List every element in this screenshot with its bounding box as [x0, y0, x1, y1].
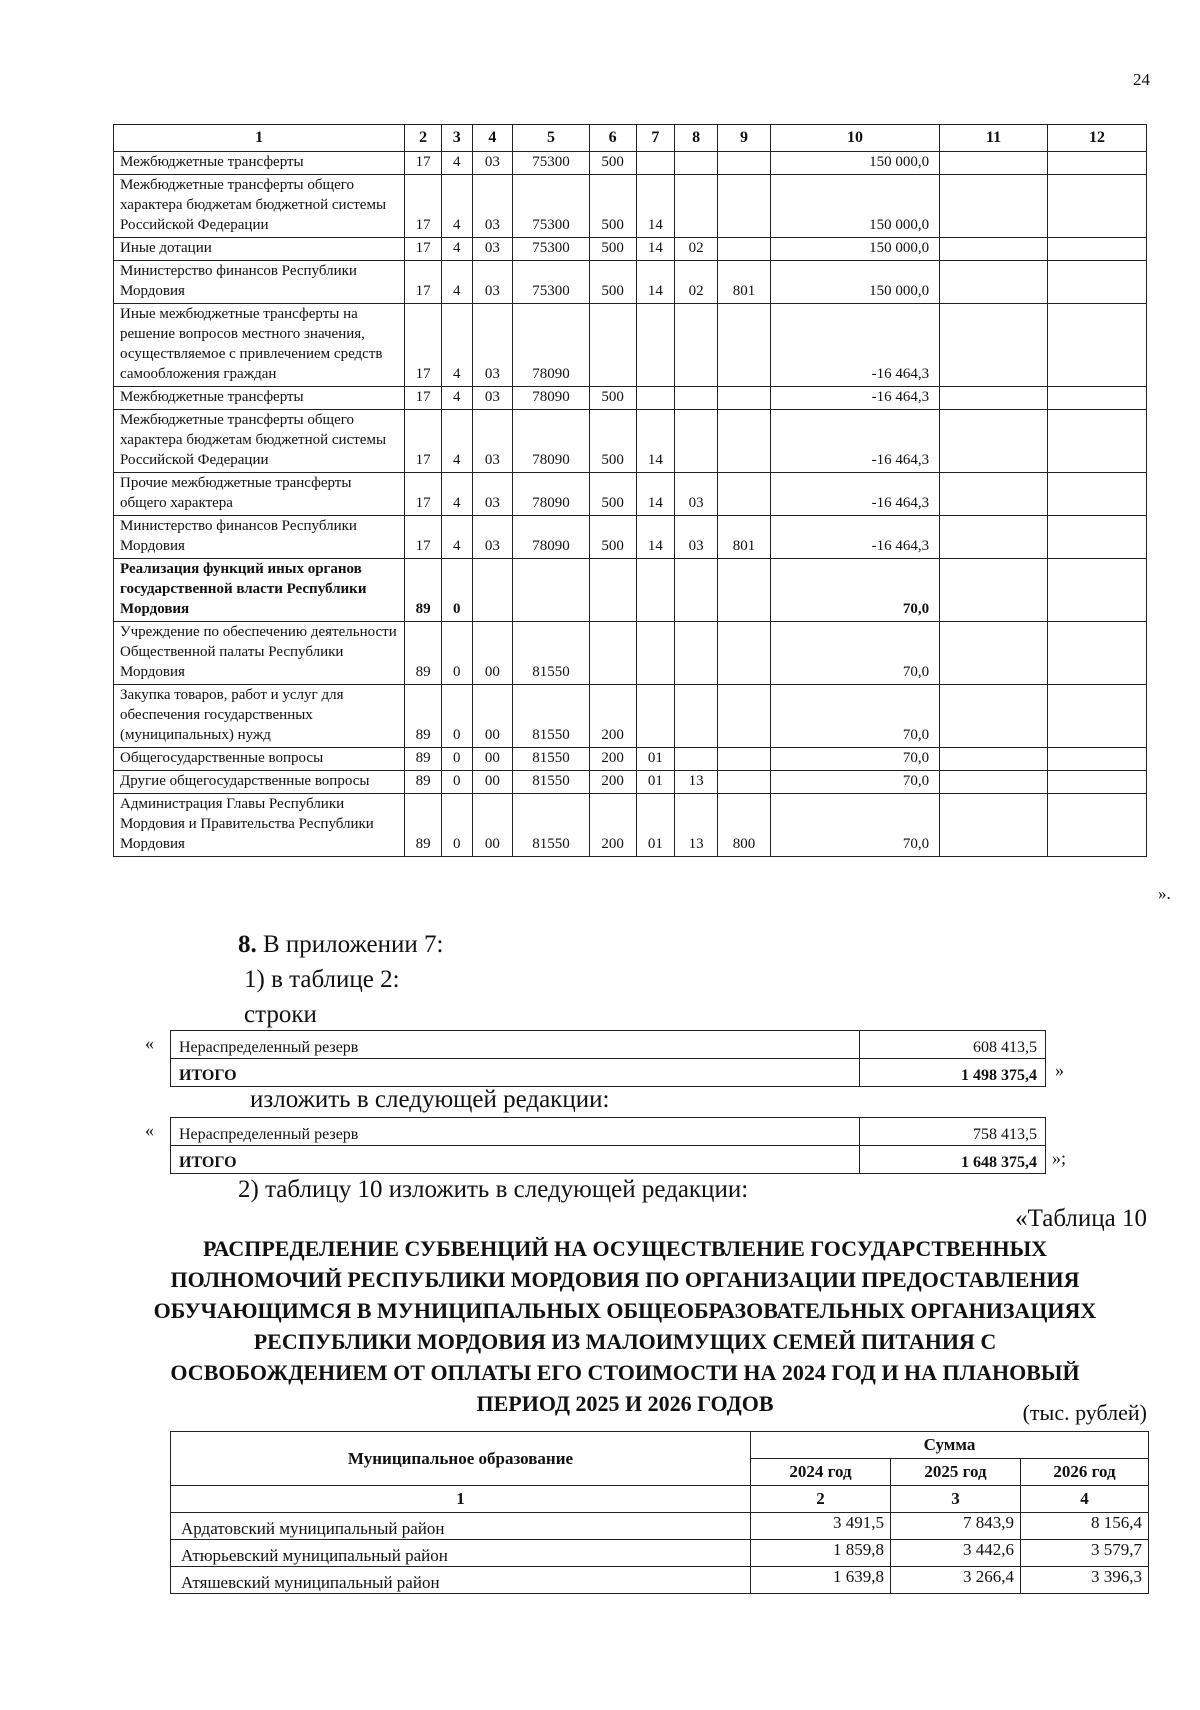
cell-c4: 00	[472, 748, 513, 771]
empty-cell	[1048, 771, 1147, 794]
cell-c2: 17	[405, 152, 442, 175]
cell-c2: 17	[405, 387, 442, 410]
cell-c6: 200	[589, 794, 636, 857]
subvention-colnum-row	[171, 1486, 1149, 1513]
cell-c10: 150 000,0	[771, 175, 940, 238]
cell-c8	[675, 410, 718, 473]
cell-c4: 03	[472, 152, 513, 175]
cell-c10: -16 464,3	[771, 410, 940, 473]
row-name: Общегосударственные вопросы	[114, 748, 405, 771]
row-name: Администрация Главы Республики Мордовия и Правительства Республики Мордовия	[114, 794, 405, 857]
cell-c9	[718, 622, 771, 685]
empty-cell	[940, 559, 1048, 622]
column-header: 2	[405, 125, 442, 152]
cell-c7	[636, 304, 675, 387]
header-year: 2025 год	[891, 1459, 1021, 1486]
column-header: 7	[636, 125, 675, 152]
cell-c3: 0	[442, 685, 473, 748]
row-label: ИТОГО	[171, 1059, 860, 1087]
cell-c2: 17	[405, 516, 442, 559]
cell-c8	[675, 622, 718, 685]
header-sum: Сумма	[751, 1432, 1149, 1459]
municipality-name: Ардатовский муниципальный район	[171, 1513, 751, 1540]
cell-c8	[675, 175, 718, 238]
cell-c3: 4	[442, 152, 473, 175]
cell-c3: 0	[442, 559, 473, 622]
cell-c4: 03	[472, 175, 513, 238]
section-8-text: В приложении 7:	[256, 931, 444, 958]
cell-c7: 14	[636, 473, 675, 516]
empty-cell	[940, 516, 1048, 559]
cell-c2: 89	[405, 748, 442, 771]
cell-c7: 14	[636, 238, 675, 261]
cell-c6: 500	[589, 473, 636, 516]
cell-c10: 150 000,0	[771, 152, 940, 175]
cell-c5: 81550	[513, 685, 589, 748]
cell-c7: 14	[636, 175, 675, 238]
header-year: 2024 год	[751, 1459, 891, 1486]
empty-cell	[1048, 238, 1147, 261]
cell-c9	[718, 771, 771, 794]
empty-cell	[940, 685, 1048, 748]
row-name: Межбюджетные трансферты общего характера бюджетам бюджетной системы Российской Федерации	[114, 410, 405, 473]
row-name: Иные дотации	[114, 238, 405, 261]
cell-c8: 13	[675, 771, 718, 794]
municipality-name: Атюрьевский муниципальный район	[171, 1540, 751, 1567]
column-header: 4	[472, 125, 513, 152]
cell-c10: 70,0	[771, 771, 940, 794]
budget-table	[113, 124, 1147, 857]
cell-c2: 17	[405, 410, 442, 473]
cell-c5: 81550	[513, 748, 589, 771]
cell-c5: 78090	[513, 516, 589, 559]
row-name: Иные межбюджетные трансферты на решение вопросов местного значения, осуществляемое с привлечением средств самообложения граждан	[114, 304, 405, 387]
cell-c4: 00	[472, 771, 513, 794]
cell-c8: 03	[675, 516, 718, 559]
table-row	[114, 559, 1147, 622]
units-label: (тыс. рублей)	[1022, 1400, 1147, 1425]
empty-cell	[1048, 387, 1147, 410]
amount-y2024: 1 859,8	[751, 1540, 891, 1567]
cell-c8	[675, 304, 718, 387]
table-row	[171, 1567, 1149, 1594]
cell-c5: 75300	[513, 238, 589, 261]
cell-c8: 03	[675, 473, 718, 516]
cell-c10: 70,0	[771, 685, 940, 748]
row-value: 1 648 375,4	[860, 1146, 1046, 1174]
table-row	[114, 152, 1147, 175]
cell-c6: 500	[589, 175, 636, 238]
empty-cell	[940, 748, 1048, 771]
col-number: 3	[891, 1486, 1021, 1513]
new-rows-table	[170, 1117, 1046, 1174]
open-quote: «	[145, 1033, 154, 1053]
amount-y2025: 7 843,9	[891, 1513, 1021, 1540]
cell-c9	[718, 473, 771, 516]
cell-c5: 75300	[513, 261, 589, 304]
row-label: ИТОГО	[171, 1146, 860, 1174]
table-row	[171, 1513, 1149, 1540]
column-header: 10	[771, 125, 940, 152]
cell-c2: 89	[405, 559, 442, 622]
cell-c9	[718, 685, 771, 748]
cell-c10: 150 000,0	[771, 261, 940, 304]
open-quote: «	[145, 1120, 154, 1140]
close-quote: »	[1055, 1060, 1064, 1080]
cell-c2: 17	[405, 304, 442, 387]
cell-c3: 0	[442, 748, 473, 771]
cell-c4: 03	[472, 516, 513, 559]
table-10-caption: «Таблица 10	[1015, 1205, 1147, 1232]
table-row	[114, 771, 1147, 794]
section-8-heading	[238, 930, 443, 960]
cell-c10: -16 464,3	[771, 304, 940, 387]
column-header: 1	[114, 125, 405, 152]
cell-c5	[513, 559, 589, 622]
empty-cell	[940, 238, 1048, 261]
cell-c9: 801	[718, 261, 771, 304]
cell-c7	[636, 685, 675, 748]
cell-c5: 78090	[513, 410, 589, 473]
cell-c7	[636, 559, 675, 622]
cell-c9	[718, 152, 771, 175]
empty-cell	[1048, 794, 1147, 857]
row-name: Межбюджетные трансферты	[114, 387, 405, 410]
cell-c4: 03	[472, 304, 513, 387]
header-municipality: Муниципальное образование	[171, 1432, 751, 1486]
table-10-title: РАСПРЕДЕЛЕНИЕ СУБВЕНЦИЙ НА ОСУЩЕСТВЛЕНИЕ ГОСУДАРСТВЕННЫХ ПОЛНОМОЧИЙ РЕСПУБЛИКИ МОРДОВИЯ ПО ОРГАНИЗАЦИИ ПРЕДОСТАВЛЕНИЯ ОБУЧАЮЩИМСЯ В МУНИЦИПАЛЬНЫХ ОБЩЕОБРАЗОВАТЕЛЬНЫХ ОРГАНИЗАЦИЯХ РЕСПУБЛИКИ МОРДОВИЯ ИЗ МАЛОИМУЩИХ СЕМЕЙ ПИТАНИЯ С ОСВОБОЖДЕНИЕМ ОТ ОПЛАТЫ ЕГО СТОИМОСТИ НА 2024 ГОД И НА ПЛАНОВЫЙ ПЕРИОД 2025 И 2026 ГОДОВ	[153, 1236, 1097, 1416]
cell-c2: 89	[405, 771, 442, 794]
cell-c9	[718, 410, 771, 473]
cell-c7: 01	[636, 748, 675, 771]
col-number: 4	[1021, 1486, 1149, 1513]
cell-c9: 800	[718, 794, 771, 857]
cell-c7: 14	[636, 261, 675, 304]
amount-y2024: 1 639,8	[751, 1567, 891, 1594]
cell-c3: 4	[442, 261, 473, 304]
column-header: 8	[675, 125, 718, 152]
cell-c8: 13	[675, 794, 718, 857]
cell-c5: 81550	[513, 794, 589, 857]
table-row	[114, 748, 1147, 771]
column-header: 9	[718, 125, 771, 152]
table-row	[114, 387, 1147, 410]
empty-cell	[1048, 304, 1147, 387]
row-name: Реализация функций иных органов государственной власти Республики Мордовия	[114, 559, 405, 622]
table-row	[114, 304, 1147, 387]
cell-c3: 0	[442, 794, 473, 857]
empty-cell	[1048, 410, 1147, 473]
table-row-total	[171, 1059, 1046, 1087]
cell-c8	[675, 152, 718, 175]
cell-c10: -16 464,3	[771, 387, 940, 410]
cell-c3: 4	[442, 304, 473, 387]
cell-c7: 14	[636, 410, 675, 473]
budget-table-header	[114, 125, 1147, 152]
row-name: Учреждение по обеспечению деятельности Общественной палаты Республики Мордовия	[114, 622, 405, 685]
cell-c7: 01	[636, 771, 675, 794]
cell-c10: -16 464,3	[771, 516, 940, 559]
section-8-rows-label: строки	[244, 1001, 317, 1028]
row-value: 608 413,5	[860, 1031, 1046, 1059]
cell-c2: 17	[405, 238, 442, 261]
row-name: Другие общегосударственные вопросы	[114, 771, 405, 794]
amount-y2024: 3 491,5	[751, 1513, 891, 1540]
table-row	[171, 1031, 1046, 1059]
cell-c8	[675, 748, 718, 771]
close-quote: »;	[1052, 1148, 1067, 1168]
cell-c7: 14	[636, 516, 675, 559]
cell-c6: 200	[589, 771, 636, 794]
cell-c3: 4	[442, 238, 473, 261]
table-row	[114, 622, 1147, 685]
cell-c6	[589, 304, 636, 387]
cell-c9: 801	[718, 516, 771, 559]
cell-c10: 70,0	[771, 559, 940, 622]
table-row	[171, 1118, 1046, 1146]
empty-cell	[940, 152, 1048, 175]
cell-c6: 500	[589, 238, 636, 261]
municipality-name: Атяшевский муниципальный район	[171, 1567, 751, 1594]
cell-c5: 75300	[513, 175, 589, 238]
cell-c6: 500	[589, 261, 636, 304]
cell-c3: 0	[442, 771, 473, 794]
column-header: 5	[513, 125, 589, 152]
subvention-table	[170, 1431, 1149, 1594]
amount-y2026: 3 396,3	[1021, 1567, 1149, 1594]
cell-c10: 150 000,0	[771, 238, 940, 261]
cell-c9	[718, 748, 771, 771]
column-header: 12	[1048, 125, 1147, 152]
cell-c9	[718, 175, 771, 238]
table-row	[114, 516, 1147, 559]
section-8-replace-text: изложить в следующей редакции:	[250, 1086, 610, 1113]
empty-cell	[940, 304, 1048, 387]
page-number: 24	[1133, 70, 1150, 89]
cell-c10: 70,0	[771, 748, 940, 771]
cell-c3: 4	[442, 516, 473, 559]
empty-cell	[940, 175, 1048, 238]
column-header: 11	[940, 125, 1048, 152]
row-name: Министерство финансов Республики Мордовия	[114, 516, 405, 559]
cell-c2: 89	[405, 622, 442, 685]
cell-c3: 0	[442, 622, 473, 685]
empty-cell	[1048, 685, 1147, 748]
empty-cell	[1048, 261, 1147, 304]
cell-c4: 00	[472, 622, 513, 685]
empty-cell	[940, 410, 1048, 473]
table-row-total	[171, 1146, 1046, 1174]
cell-c3: 4	[442, 175, 473, 238]
column-header: 3	[442, 125, 473, 152]
cell-c2: 17	[405, 473, 442, 516]
cell-c5: 81550	[513, 771, 589, 794]
cell-c10: -16 464,3	[771, 473, 940, 516]
amount-y2025: 3 442,6	[891, 1540, 1021, 1567]
row-value: 1 498 375,4	[860, 1059, 1046, 1087]
table-row	[114, 473, 1147, 516]
empty-cell	[940, 794, 1048, 857]
cell-c3: 4	[442, 473, 473, 516]
section-8-item-2: 2) таблицу 10 изложить в следующей редакции:	[238, 1176, 749, 1203]
cell-c6: 500	[589, 516, 636, 559]
section-8-item-1: 1) в таблице 2:	[244, 966, 400, 993]
amount-y2026: 3 579,7	[1021, 1540, 1149, 1567]
cell-c9	[718, 304, 771, 387]
cell-c8	[675, 387, 718, 410]
empty-cell	[1048, 152, 1147, 175]
cell-c3: 4	[442, 410, 473, 473]
cell-c9	[718, 387, 771, 410]
closing-quote: ».	[1158, 884, 1171, 903]
section-8-number: 8.	[238, 931, 257, 958]
empty-cell	[1048, 516, 1147, 559]
cell-c5: 78090	[513, 387, 589, 410]
table-row	[171, 1540, 1149, 1567]
empty-cell	[1048, 622, 1147, 685]
cell-c7	[636, 622, 675, 685]
cell-c8	[675, 685, 718, 748]
row-name: Межбюджетные трансферты общего характера бюджетам бюджетной системы Российской Федерации	[114, 175, 405, 238]
row-label: Нераспределенный резерв	[171, 1031, 860, 1059]
cell-c6: 200	[589, 748, 636, 771]
cell-c4: 03	[472, 387, 513, 410]
cell-c4	[472, 559, 513, 622]
cell-c10: 70,0	[771, 622, 940, 685]
row-value: 758 413,5	[860, 1118, 1046, 1146]
cell-c2: 89	[405, 794, 442, 857]
cell-c6: 500	[589, 410, 636, 473]
cell-c4: 03	[472, 261, 513, 304]
cell-c2: 89	[405, 685, 442, 748]
cell-c6: 500	[589, 387, 636, 410]
cell-c7	[636, 152, 675, 175]
row-name: Закупка товаров, работ и услуг для обеспечения государственных (муниципальных) нужд	[114, 685, 405, 748]
cell-c5: 75300	[513, 152, 589, 175]
cell-c4: 03	[472, 238, 513, 261]
cell-c7: 01	[636, 794, 675, 857]
empty-cell	[940, 771, 1048, 794]
cell-c4: 00	[472, 685, 513, 748]
cell-c5: 78090	[513, 473, 589, 516]
amount-y2025: 3 266,4	[891, 1567, 1021, 1594]
cell-c2: 17	[405, 175, 442, 238]
cell-c6	[589, 559, 636, 622]
cell-c7	[636, 387, 675, 410]
table-row	[114, 685, 1147, 748]
cell-c6	[589, 622, 636, 685]
row-name: Министерство финансов Республики Мордовия	[114, 261, 405, 304]
cell-c8	[675, 559, 718, 622]
cell-c10: 70,0	[771, 794, 940, 857]
column-header: 6	[589, 125, 636, 152]
cell-c5: 81550	[513, 622, 589, 685]
empty-cell	[940, 387, 1048, 410]
cell-c9	[718, 559, 771, 622]
cell-c6: 200	[589, 685, 636, 748]
empty-cell	[1048, 175, 1147, 238]
cell-c6: 500	[589, 152, 636, 175]
empty-cell	[1048, 473, 1147, 516]
subvention-header-row	[171, 1432, 1149, 1459]
cell-c4: 03	[472, 410, 513, 473]
amount-y2026: 8 156,4	[1021, 1513, 1149, 1540]
empty-cell	[1048, 559, 1147, 622]
empty-cell	[940, 622, 1048, 685]
header-year: 2026 год	[1021, 1459, 1149, 1486]
row-name: Межбюджетные трансферты	[114, 152, 405, 175]
cell-c5: 78090	[513, 304, 589, 387]
cell-c9	[718, 238, 771, 261]
table-row	[114, 238, 1147, 261]
table-row	[114, 261, 1147, 304]
table-row	[114, 175, 1147, 238]
col-number: 2	[751, 1486, 891, 1513]
cell-c3: 4	[442, 387, 473, 410]
col-number: 1	[171, 1486, 751, 1513]
empty-cell	[1048, 748, 1147, 771]
cell-c4: 03	[472, 473, 513, 516]
empty-cell	[940, 261, 1048, 304]
cell-c8: 02	[675, 261, 718, 304]
row-name: Прочие межбюджетные трансферты общего характера	[114, 473, 405, 516]
old-rows-table	[170, 1030, 1046, 1087]
cell-c4: 00	[472, 794, 513, 857]
row-label: Нераспределенный резерв	[171, 1118, 860, 1146]
table-row	[114, 794, 1147, 857]
empty-cell	[940, 473, 1048, 516]
cell-c2: 17	[405, 261, 442, 304]
table-row	[114, 410, 1147, 473]
cell-c8: 02	[675, 238, 718, 261]
